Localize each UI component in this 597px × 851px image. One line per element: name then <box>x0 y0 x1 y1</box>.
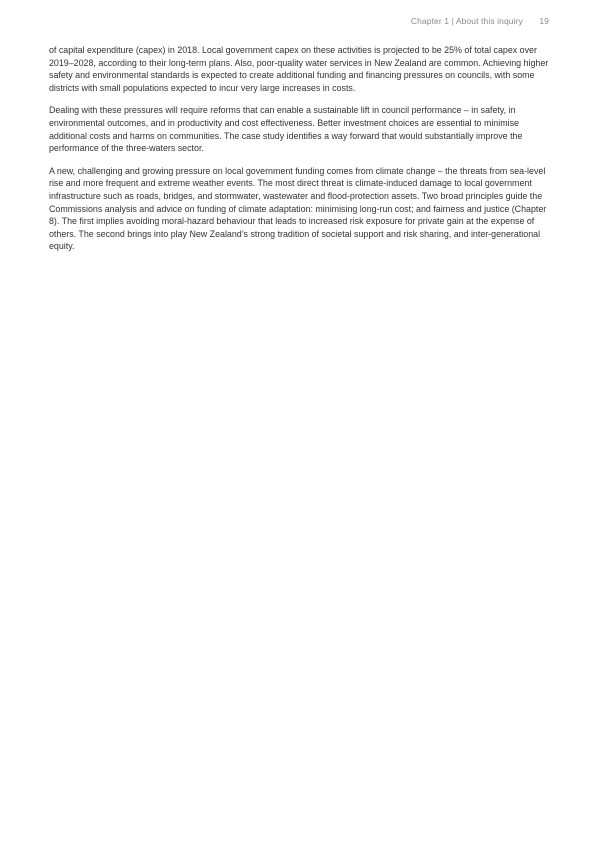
page-header <box>411 16 549 26</box>
body-text <box>49 44 549 263</box>
running-title: Chapter 1 | About this inquiry <box>410 16 523 26</box>
page-number: 19 <box>539 16 549 26</box>
paragraph-1: of capital expenditure (capex) in 2018. Local government capex on these activities is projected to be 25% of total capex over 2019–2028, according to their long-term plans. Also, poor-quality water services in New Zealand are common. Achieving higher safety and environmental standards is expected to create additional funding and financing pressures on councils, with some districts with small populations expected to incur very large increases in costs. <box>49 45 549 93</box>
paragraph-3: A new, challenging and growing pressure on local government funding comes from climate change – the threats from sea-level rise and more frequent and extreme weather events. The most direct threat is climate-induced damage to local government infrastructure such as roads, bridges, and stormwater, wastewater and flood-protection assets. Two broad principles guide the Commissions analysis and advice on funding of climate adaptation: minimising long-run cost; and fairness and justice (Chapter 8). The first implies avoiding moral-hazard behaviour that leads to increased risk exposure for private gain at the expense of others. The second brings into play New Zealand’s strong tradition of societal support and risk sharing, and inter-generational equity. <box>49 165 547 252</box>
paragraph-2: Dealing with these pressures will require reforms that can enable a sustainable lift in council performance – in safety, in environmental outcomes, and in productivity and cost effectiveness. Better investment choices are essential to minimise additional costs and harms on communities. The case study identifies a way forward that would substantially improve the performance of the three-waters sector. <box>49 105 523 154</box>
